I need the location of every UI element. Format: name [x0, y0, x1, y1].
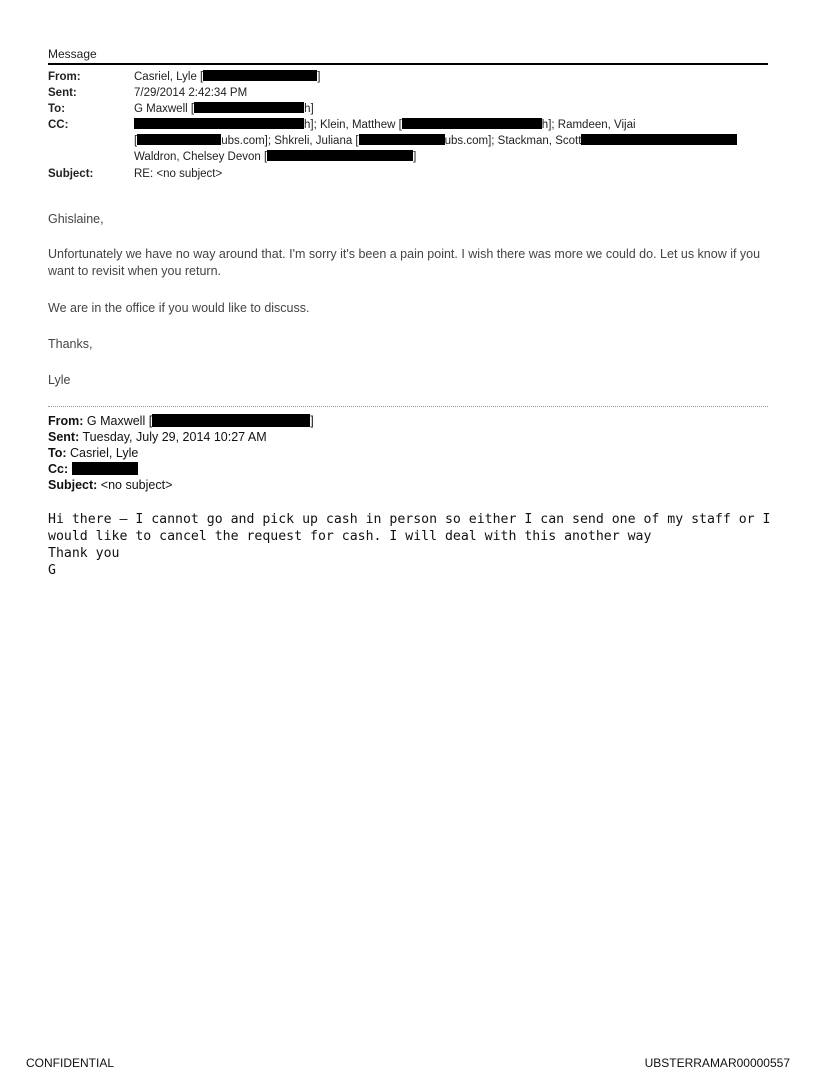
quoted-sent-row: [48, 429, 267, 445]
cc-line3-b: ]: [413, 151, 417, 163]
quoted-subject-row: [48, 477, 172, 493]
from-name: Casriel, Lyle [: [134, 71, 204, 83]
sent-label: Sent:: [48, 87, 77, 99]
quoted-to-label: To:: [48, 446, 67, 460]
subject-value: RE: <no subject>: [134, 168, 223, 180]
cc-line2-b: ubs.com]; Shkreli, Juliana [: [221, 135, 359, 147]
to-name: G Maxwell [: [134, 103, 195, 115]
quoted-to-value: Casriel, Lyle: [66, 446, 139, 460]
closing: Thanks,: [48, 337, 93, 351]
message-label: Message: [48, 47, 97, 61]
quoted-to-row: [48, 445, 138, 461]
footer-confidential: CONFIDENTIAL: [26, 1056, 115, 1070]
body-paragraph-2: We are in the office if you would like to discuss.: [48, 301, 310, 315]
redaction-box: [267, 150, 413, 161]
from-close: ]: [317, 71, 321, 83]
cc-line3-a: Waldron, Chelsey Devon [: [134, 151, 268, 163]
redaction-box: [72, 462, 138, 475]
redaction-box: [581, 134, 737, 145]
redaction-box: [359, 134, 445, 145]
quoted-from-close: ]: [310, 414, 314, 428]
to-close: h]: [304, 103, 314, 115]
subject-label: Subject:: [48, 168, 94, 180]
quoted-body: Hi there – I cannot go and pick up cash in person so either I can send one of my staff or I would like to cancel the request for cash. I will deal with this another way Thank you G: [48, 512, 771, 578]
quoted-sent-value: Tuesday, July 29, 2014 10:27 AM: [79, 430, 267, 444]
quoted-sent-label: Sent:: [48, 430, 80, 444]
cc-line2-a: [: [134, 135, 138, 147]
quoted-subject-label: Subject:: [48, 478, 98, 492]
footer-bates-number: UBSTERRAMAR00000557: [644, 1056, 790, 1070]
quoted-from-label: From:: [48, 414, 84, 428]
cc-line1-a: h]; Klein, Matthew [: [304, 119, 402, 131]
signature: Lyle: [48, 373, 71, 387]
to-label: To:: [48, 103, 66, 115]
quoted-from-value: G Maxwell [: [83, 414, 153, 428]
quote-separator: [48, 406, 768, 407]
redaction-box: [203, 70, 317, 81]
redaction-box: [137, 134, 221, 145]
redaction-box: [152, 414, 310, 427]
cc-label: CC:: [48, 119, 69, 131]
from-label: From:: [48, 71, 81, 83]
header-divider: [48, 63, 768, 65]
quoted-subject-value: <no subject>: [97, 478, 173, 492]
redaction-box: [194, 102, 304, 113]
greeting: Ghislaine,: [48, 212, 104, 226]
body-paragraph: Unfortunately we have no way around that. I'm sorry it's been a pain point. I wish there was more we could do. Let us know if you want to revisit when you return.: [48, 247, 761, 278]
quoted-cc-label: Cc:: [48, 462, 69, 476]
redaction-box: [402, 118, 542, 129]
cc-line2-c: ubs.com]; Stackman, Scott: [444, 135, 582, 147]
sent-value: 7/29/2014 2:42:34 PM: [134, 87, 248, 99]
quoted-cc-row: [48, 461, 138, 477]
redaction-box: [134, 118, 304, 129]
quoted-from-row: [48, 413, 314, 429]
cc-line1-b: h]; Ramdeen, Vijai: [541, 119, 636, 131]
